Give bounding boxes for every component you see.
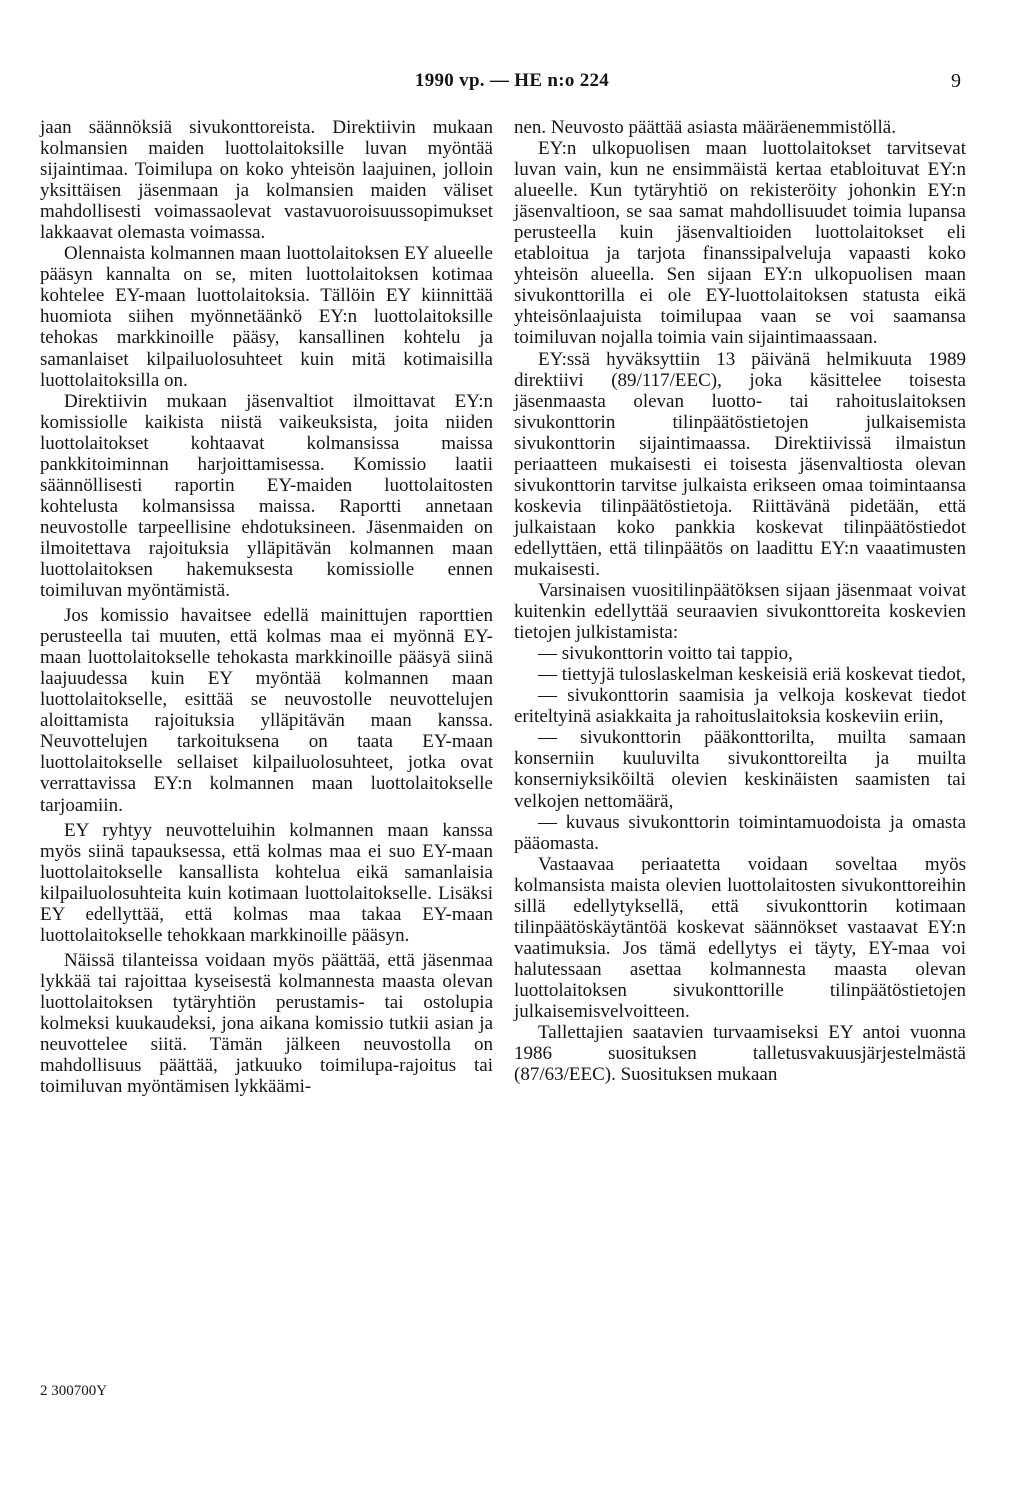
page-header (0, 70, 1024, 100)
list-item: — sivukonttorin voitto tai tappio, (538, 643, 793, 665)
page-number: 9 (951, 70, 961, 92)
paragraph: EY:n ulkopuolisen maan luottolaitokset tarvitsevat luvan vain, kun ne ensimmäistä kertaa etabloituvat EY:n alueelle. Kun tytäryhtiö on rekisteröity johonkin EY:n jäsenvaltioon, se saa samat mahdollisuudet toimia lupansa perusteella kuin jäsenvaltioiden luottolaitokset eli etabloitua ja tarjota finanssipalveluja vapaasti koko yhteisön alueella. Sen sijaan EY:n ulkopuolisen maan sivukonttorilla ei ole EY-luottolaitoksen statusta eikä yhteisönlaajuista toimilupaa vaan se voi saamansa toimiluvan nojalla toimia vain sijaintimaassaan. (514, 138, 966, 349)
paragraph: Näissä tilanteissa voidaan myös päättää, että jäsenmaa lykkää tai rajoittaa kyseisestä kolmannesta maasta olevan luottolaitoksen tytäryhtiön perustamis- tai ostolupia kolmeksi kuukaudeksi, jona aikana komissio tutkii asian ja neuvottelee siitä. Tämän jälkeen neuvostolla on mahdollisuus päättää, jatkuuko toimilupa-rajoitus tai toimiluvan myöntämisen lykkäämi- (40, 949, 493, 1098)
paragraph: jaan säännöksiä sivukonttoreista. Direktiivin mukaan kolmansien maiden luottolaitoksille luvan myöntää sijaintimaa. Toimilupa on koko yhteisön laajuinen, jolloin yksittäisen jäsenmaan ja kolmansien maiden väliset mahdollisesti voimassaolevat vastavuoroisuussopimukset lakkaavat olemasta voimassa. (40, 117, 493, 244)
print-code-footer: 2 300700Y (40, 1383, 108, 1399)
running-header: 1990 vp. — HE n:o 224 (414, 70, 610, 91)
paragraph: EY ryhtyy neuvotteluihin kolmannen maan kanssa myös siinä tapauksessa, että kolmas maa ei suo EY-maan luottolaitokselle kansallista kohtelua eikä samanlaisia kilpailuolosuhteita kuin kotimaan luottolaitokselle. Lisäksi EY edellyttää, että kolmas maa takaa EY-maan luottolaitokselle tehokkaan markkinoille pääsyn. (40, 819, 493, 946)
paragraph: nen. Neuvosto päättää asiasta määräenemmistöllä. (514, 117, 896, 138)
paragraph: EY:ssä hyväksyttiin 13 päivänä helmikuuta 1989 direktiivi (89/117/EEC), joka käsittelee toisesta jäsenmaasta olevan luotto- tai rahoituslaitoksen sivukonttorin tilinpäätöstietojen julkaisemista sivukonttorin sijaintimaassa. Direktiivissä ilmaistun periaatteen mukaisesti ei toisesta jäsenvaltiosta olevan sivukonttorin tarvitse julkaista erikseen omaa toimintaansa koskevia tilinpäätöstietoja. Riittävänä pidetään, että julkaistaan koko pankkia koskevat tilinpäätöstiedot edellyttäen, että tilinpäätös on laadittu EY:n vaaatimusten mukaisesti. (514, 348, 966, 580)
paragraph: Tallettajien saatavien turvaamiseksi EY antoi vuonna 1986 suosituksen talletusvakuusjärjestelmästä (87/63/EEC). Suosituksen mukaan (514, 1022, 966, 1086)
right-column (514, 117, 966, 1085)
list-item: — sivukonttorin pääkonttorilta, muilta samaan konserniin kuuluvilta sivukonttoreilta ja muilta konserniyksiköiltä olevien keskinäisten saamisten tai velkojen nettomäärä, (514, 727, 966, 812)
list-item: — kuvaus sivukonttorin toimintamuodoista ja omasta pääomasta. (514, 811, 966, 854)
paragraph: Direktiivin mukaan jäsenvaltiot ilmoittavat EY:n komissiolle kaikista niistä vaikeuksista, joita niiden luottolaitokset kohtaavat kolmansissa maissa pankkitoiminnan harjoittamisessa. Komissio laatii säännöllisesti raportin EY-maiden luottolaitosten kohtelusta kolmansissa maissa. Raportti annetaan neuvostolle tarpeellisine ehdotuksineen. Jäsenmaiden on ilmoitettava rajoituksia ylläpitävän kolmannen maan luottolaitoksen hakemuksesta komissiolle ennen toimiluvan myöntämistä. (40, 390, 493, 602)
paragraph: Varsinaisen vuositilinpäätöksen sijaan jäsenmaat voivat kuitenkin edellyttää seuraavien sivukonttoreita koskevien tietojen julkistamista: (514, 580, 966, 644)
paragraph: Vastaavaa periaatetta voidaan soveltaa myös kolmansista maista olevien luottolaitosten sivukonttoreihin sillä edellytyksellä, että sivukonttorin kotimaan tilinpäätöskäytäntöä koskevat säännökset vastaavat EY:n vaatimuksia. Jos tämä edellytys ei täyty, EY-maa voi halutessaan asettaa kolmannesta maasta olevan luottolaitoksen sivukonttorille tilinpäätöstietojen julkaisemisvelvoitteen. (514, 853, 966, 1022)
paragraph: Olennaista kolmannen maan luottolaitoksen EY alueelle pääsyn kannalta on se, miten luottolaitoksen kotimaa kohtelee EY-maan luottolaitoksia. Tällöin EY kiinnittää huomiota siihen myönnetäänkö EY:n luottolaitoksille tehokas markkinoille pääsy, kansallinen kohtelu ja samanlaiset kilpailuolosuhteet kuin mitä kotimaisilla luottolaitoksilla on. (40, 243, 493, 391)
list-item: — tiettyjä tuloslaskelman keskeisiä eriä koskevat tiedot, (538, 664, 966, 686)
left-column (40, 117, 493, 1097)
paragraph: Jos komissio havaitsee edellä mainittujen raporttien perusteella tai muuten, että kolmas maa ei myönnä EY-maan luottolaitokselle tehokasta markkinoille pääsyä siinä laajuudessa kuin EY myöntää kolmannen maan luottolaitokselle, esittää se neuvostolle neuvottelujen aloittamista rajoituksia ylläpitävän maan kanssa. Neuvottelujen tarkoituksena on taata EY-maan luottolaitokselle sellaiset kilpailuolosuhteet, jotka ovat verrattavissa EY:n kolmannen maan luottolaitokselle tarjoamiin. (40, 605, 493, 816)
list-item: — sivukonttorin saamisia ja velkoja koskevat tiedot eriteltyinä asiakkaita ja rahoituslaitoksia koskeviin eriin, (514, 685, 966, 728)
